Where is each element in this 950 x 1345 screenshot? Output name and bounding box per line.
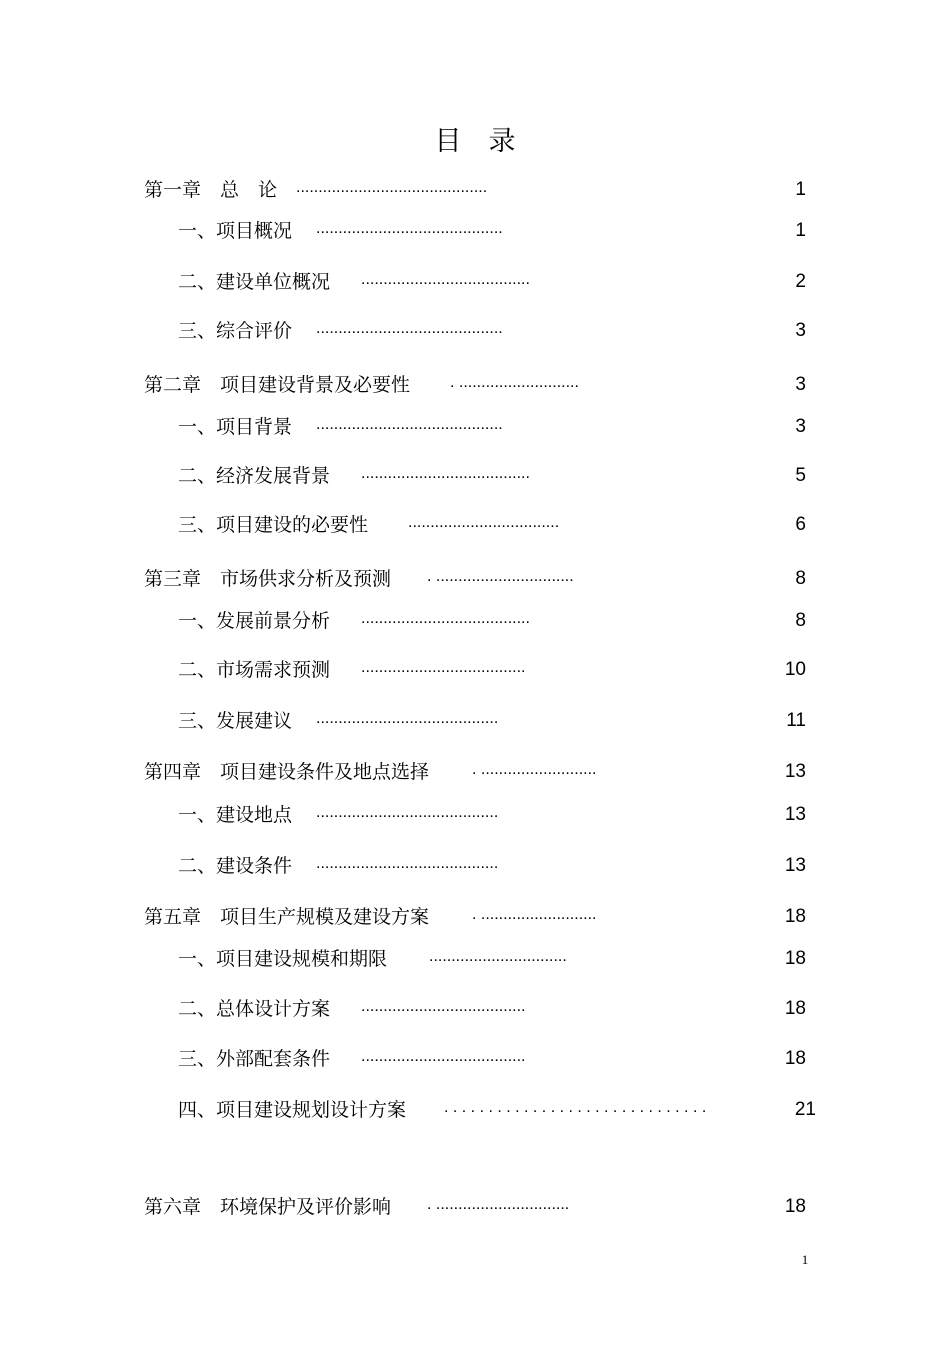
- toc-entry-section[interactable]: [178, 462, 816, 490]
- toc-page-number: 8: [795, 610, 806, 631]
- toc-entry-label: 一、建设地点: [178, 804, 293, 826]
- toc-leader-dots: ..................................: [408, 514, 560, 531]
- toc-page-number: 13: [784, 855, 806, 876]
- toc-entry-label: 第一章 总 论: [144, 179, 278, 201]
- toc-entry-section[interactable]: [178, 801, 816, 829]
- toc-leader-dots: . ...............................: [427, 568, 574, 585]
- toc-entry-chapter-3[interactable]: [144, 565, 816, 593]
- toc-leader-dots: .........................................: [316, 855, 499, 872]
- toc-entry-label: 第五章 项目生产规模及建设方案: [144, 906, 430, 928]
- toc-entry-label: 二、市场需求预测: [178, 659, 331, 681]
- toc-entry-label: 一、项目概况: [178, 220, 293, 242]
- toc-leader-dots: ......................................: [361, 465, 530, 482]
- toc-page-number: 18: [784, 1048, 806, 1069]
- toc-entry-section[interactable]: [178, 1096, 818, 1124]
- toc-entry-label: 第四章 项目建设条件及地点选择: [144, 761, 430, 783]
- toc-entry-section[interactable]: [178, 656, 816, 684]
- toc-entry-chapter-6[interactable]: [144, 1193, 816, 1221]
- toc-leader-dots: . ..........................: [472, 906, 597, 923]
- toc-entry-section[interactable]: [178, 317, 816, 345]
- toc-leader-dots: . ..........................: [472, 761, 597, 778]
- toc-entry-label: 三、项目建设的必要性: [178, 514, 369, 536]
- toc-leader-dots: .....................................: [361, 659, 526, 676]
- toc-entry-chapter-2[interactable]: [144, 371, 816, 399]
- toc-entry-label: 第六章 环境保护及评价影响: [144, 1196, 392, 1218]
- toc-leader-dots: .........................................: [316, 804, 499, 821]
- toc-entry-section[interactable]: [178, 268, 816, 296]
- toc-entry-label: 一、项目背景: [178, 416, 293, 438]
- toc-entry-section[interactable]: [178, 945, 816, 973]
- toc-leader-dots: .....................................: [361, 1048, 526, 1065]
- toc-page-number: 18: [784, 906, 806, 927]
- toc-leader-dots: ..........................................: [316, 416, 503, 433]
- toc-entry-section[interactable]: [178, 607, 816, 635]
- toc-page-number: 18: [784, 1196, 806, 1217]
- toc-page-number: 3: [795, 374, 806, 395]
- toc-leader-dots: . ...........................: [450, 374, 579, 391]
- toc-entry-label: 四、项目建设规划设计方案: [178, 1099, 407, 1121]
- toc-page-number: 6: [795, 514, 806, 535]
- toc-leader-dots: ..........................................: [316, 220, 503, 237]
- toc-entry-chapter-1[interactable]: [144, 176, 816, 204]
- toc-leader-dots: . . . . . . . . . . . . . . . . . . . . . . . . . . . . . .: [444, 1099, 707, 1116]
- toc-page-number: 2: [795, 271, 806, 292]
- toc-entry-section[interactable]: [178, 511, 816, 539]
- toc-page-number: 1: [795, 179, 806, 200]
- toc-entry-label: 第二章 项目建设背景及必要性: [144, 374, 411, 396]
- toc-page-number: 13: [784, 761, 806, 782]
- toc-leader-dots: ...........................................: [296, 179, 488, 196]
- toc-entry-label: 一、发展前景分析: [178, 610, 331, 632]
- toc-page-number: 18: [784, 998, 806, 1019]
- toc-leader-dots: ......................................: [361, 610, 530, 627]
- toc-page-number: 13: [784, 804, 806, 825]
- toc-entry-chapter-5[interactable]: [144, 903, 816, 931]
- toc-entry-label: 二、经济发展背景: [178, 465, 331, 487]
- toc-entry-section[interactable]: [178, 852, 816, 880]
- toc-page-number: 3: [795, 320, 806, 341]
- toc-leader-dots: .........................................: [316, 710, 499, 727]
- toc-entry-label: 三、综合评价: [178, 320, 293, 342]
- toc-entry-label: 二、总体设计方案: [178, 998, 331, 1020]
- toc-leader-dots: . ..............................: [427, 1196, 570, 1213]
- toc-page-number: 11: [786, 710, 806, 731]
- toc-entry-chapter-4[interactable]: [144, 758, 816, 786]
- toc-page-number: 21: [794, 1099, 816, 1120]
- toc-leader-dots: ..........................................: [316, 320, 503, 337]
- footer-page-number: 1: [801, 1252, 809, 1267]
- toc-leader-dots: ...............................: [429, 948, 567, 965]
- toc-page-number: 1: [795, 220, 806, 241]
- toc-entry-section[interactable]: [178, 995, 816, 1023]
- toc-entry-label: 二、建设单位概况: [178, 271, 331, 293]
- toc-entry-label: 二、建设条件: [178, 855, 293, 877]
- toc-entry-label: 第三章 市场供求分析及预测: [144, 568, 392, 590]
- toc-entry-label: 三、发展建议: [178, 710, 293, 732]
- toc-page-number: 8: [795, 568, 806, 589]
- toc-page-number: 18: [784, 948, 806, 969]
- toc-page-number: 5: [795, 465, 806, 486]
- toc-entry-section[interactable]: [178, 1045, 816, 1073]
- toc-entry-section[interactable]: [178, 217, 816, 245]
- toc-page-number: 10: [784, 659, 806, 680]
- toc-leader-dots: ......................................: [361, 271, 530, 288]
- toc-entry-label: 一、项目建设规模和期限: [178, 948, 388, 970]
- toc-page-number: 3: [795, 416, 806, 437]
- toc-entry-section[interactable]: [178, 707, 816, 735]
- toc-entry-label: 三、外部配套条件: [178, 1048, 331, 1070]
- toc-leader-dots: .....................................: [361, 998, 526, 1015]
- toc-entry-section[interactable]: [178, 413, 816, 441]
- page-title: 目 录: [434, 126, 516, 157]
